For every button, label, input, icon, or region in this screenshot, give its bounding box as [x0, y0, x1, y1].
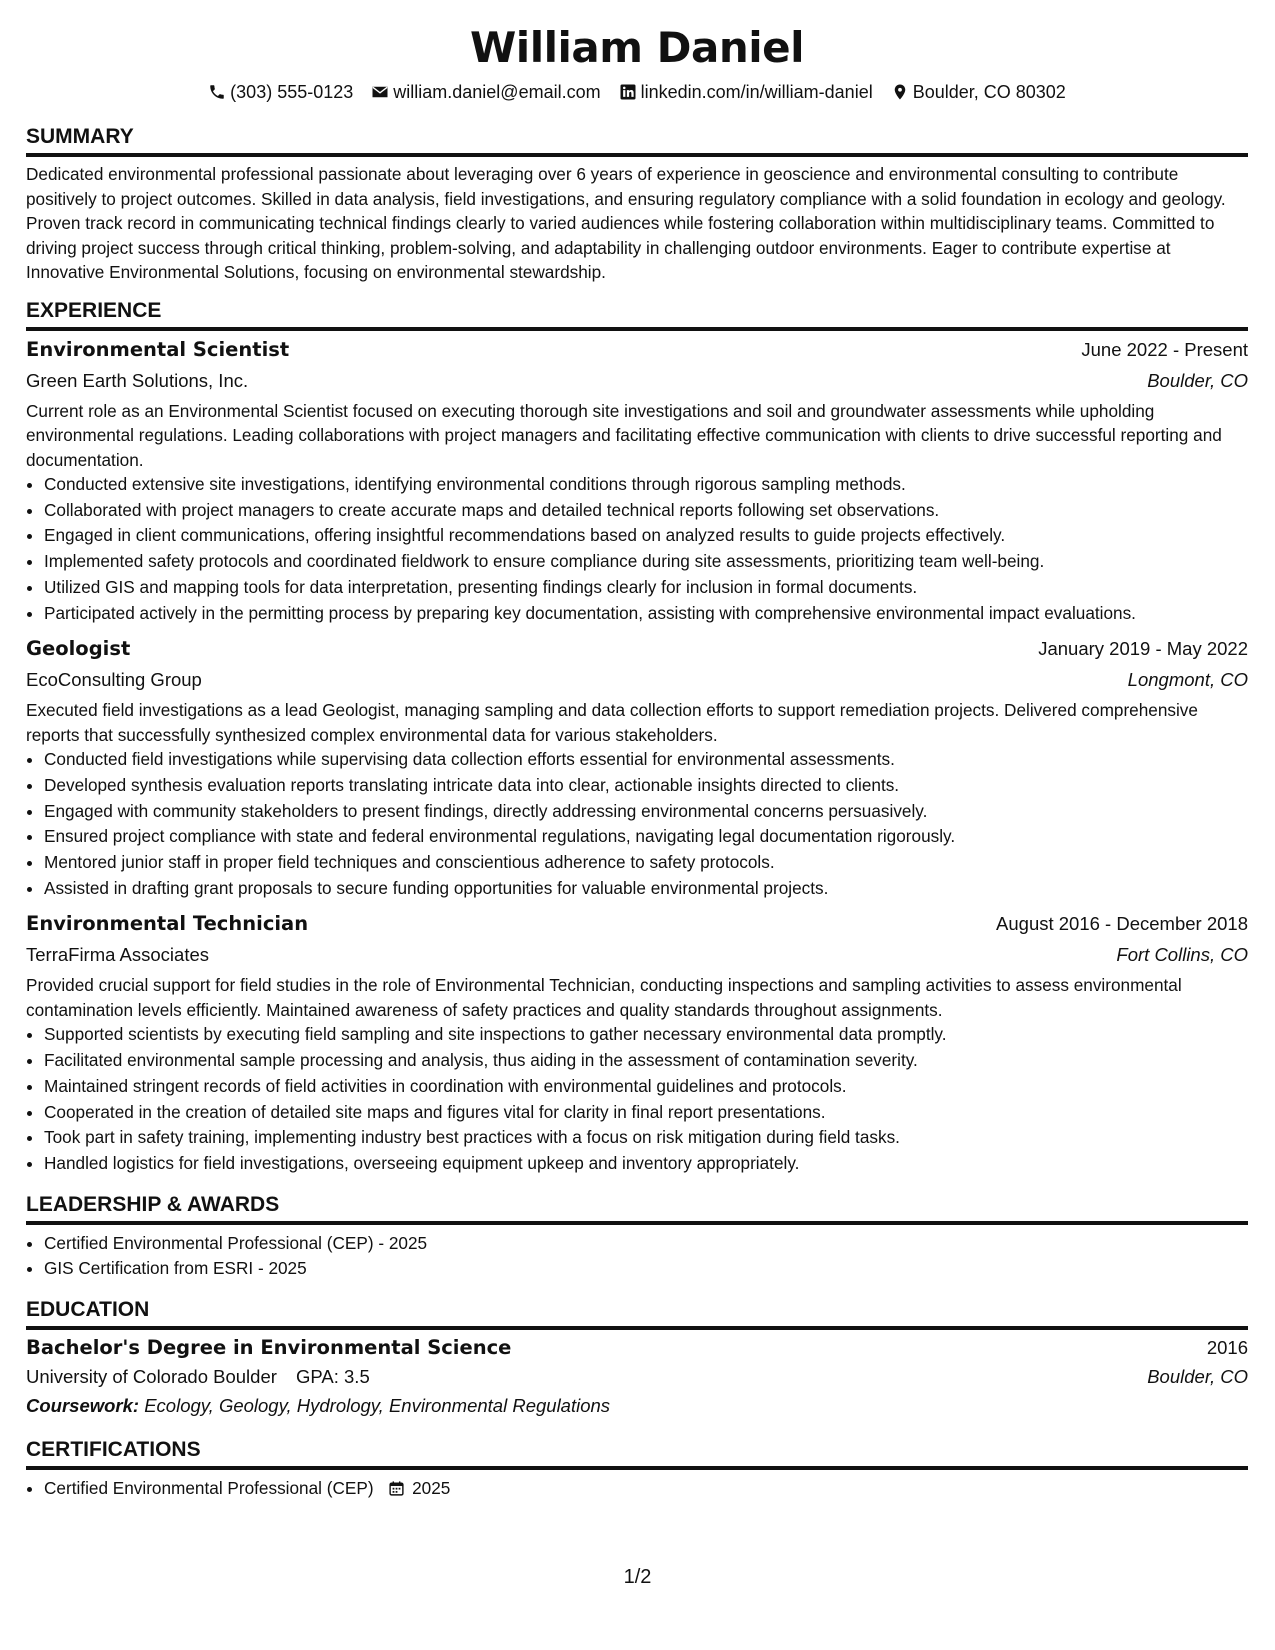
contact-phone[interactable] [208, 80, 353, 104]
school-location: Boulder, CO [1147, 1366, 1248, 1388]
coursework [26, 1392, 1248, 1420]
summary-section [26, 124, 1248, 285]
page-number: 1/2 [623, 1566, 652, 1588]
graduation-year: 2016 [1206, 1337, 1248, 1359]
gpa: GPA: 3.5 [296, 1366, 370, 1388]
list-item: • Handled logistics for field investigations, overseeing equipment upkeep and inventory appropriately. [44, 1151, 1248, 1177]
list-item [44, 1476, 1248, 1502]
list-item: • Conducted field investigations while supervising data collection efforts essential for environmental assessments. [44, 747, 1248, 773]
job-description: Provided crucial support for field studies in the role of Environmental Technician, conducting inspections and sampling activities to assess environmental contamination levels efficiently. Maintained awareness of safety practices and quality standards throughout assignments. [26, 975, 1182, 1020]
map-pin-icon [891, 83, 909, 101]
list-item: • Assisted in drafting grant proposals to secure funding opportunities for valuable environmental projects. [44, 876, 1248, 902]
linkedin-text: linkedin.com/in/william-daniel [640, 82, 873, 102]
list-item: • Ensured project compliance with state and federal environmental regulations, navigating legal documentation rigorously. [44, 824, 1248, 850]
list-item: • Certified Environmental Professional (CEP) - 2025 [44, 1231, 1248, 1257]
job-entry [26, 336, 1248, 627]
job-entry [26, 910, 1248, 1176]
job-title: Environmental Scientist [26, 337, 290, 361]
job-dates: January 2019 - May 2022 [1038, 638, 1248, 660]
list-item: • Engaged in client communications, offering insightful recommendations based on analyzed results to guide projects effectively. [44, 523, 1248, 549]
location-text: Boulder, CO 80302 [912, 82, 1066, 102]
linkedin-icon [619, 83, 637, 101]
section-title-experience: EXPERIENCE [26, 298, 1248, 331]
certifications-list [26, 1476, 1248, 1502]
job-location: Boulder, CO [1147, 369, 1248, 391]
phone-icon [208, 83, 226, 101]
job-location: Fort Collins, CO [1116, 944, 1248, 966]
section-title-education: EDUCATION [26, 1297, 1248, 1330]
education-section [26, 1297, 1248, 1420]
section-title-leadership: LEADERSHIP & AWARDS [26, 1192, 1248, 1225]
list-item: • Conducted extensive site investigations, identifying environmental conditions through rigorous sampling methods. [44, 472, 1248, 498]
envelope-icon [371, 83, 389, 101]
list-item: • Took part in safety training, implementing industry best practices with a focus on risk mitigation during field tasks. [44, 1125, 1248, 1151]
list-item: • Utilized GIS and mapping tools for data interpretation, presenting findings clearly for inclusion in formal documents. [44, 575, 1248, 601]
job-bullets [26, 747, 1248, 901]
coursework-label: Coursework: [26, 1395, 140, 1417]
job-company: Green Earth Solutions, Inc. [26, 369, 249, 391]
job-dates: June 2022 - Present [1081, 338, 1248, 360]
list-item: • Participated actively in the permitting process by preparing key documentation, assisting with comprehensive environmental impact evaluations. [44, 601, 1248, 627]
school-name: University of Colorado Boulder [26, 1366, 277, 1388]
list-item: • Developed synthesis evaluation reports translating intricate data into clear, actionable insights directed to clients. [44, 773, 1248, 799]
job-title: Environmental Technician [26, 912, 309, 936]
certifications-section [26, 1437, 1248, 1502]
contact-linkedin[interactable] [619, 80, 873, 104]
list-item: • Implemented safety protocols and coordinated fieldwork to ensure compliance during site assessments, prioritizing team well-being. [44, 549, 1248, 575]
section-title-certifications: CERTIFICATIONS [26, 1437, 1248, 1470]
certification-year: 2025 [412, 1478, 451, 1499]
phone-text: (303) 555-0123 [230, 82, 354, 102]
summary-text: Dedicated environmental professional passionate about leveraging over 6 years of experience in geoscience and environmental consulting to contribute positively to project outcomes. Skilled in data analysis, field investigations, and ensuring regulatory compliance with a solid foundation in ecology and geology. Proven track record in communicating technical findings clearly to varied audiences while fostering collaboration within multidisciplinary teams. Committed to driving project success through critical thinking, problem-solving, and adaptability in challenging outdoor environments. Eager to contribute expertise at Innovative Environmental Solutions, focusing on environmental stewardship. [26, 164, 1226, 282]
list-item: • Maintained stringent records of field activities in coordination with environmental guidelines and protocols. [44, 1074, 1248, 1100]
email-text: william.daniel@email.com [393, 82, 601, 102]
job-company: EcoConsulting Group [26, 669, 202, 691]
job-dates: August 2016 - December 2018 [996, 913, 1248, 935]
job-bullets [26, 1022, 1248, 1176]
job-location: Longmont, CO [1127, 669, 1248, 691]
leadership-list [26, 1231, 1248, 1282]
section-title-summary: SUMMARY [26, 124, 1248, 157]
job-description: Executed field investigations as a lead Geologist, managing sampling and data collection efforts to support remediation projects. Delivered comprehensive reports that successfully synthesized complex environmental data for various stakeholders. [26, 700, 1198, 745]
list-item: • Mentored junior staff in proper field techniques and conscientious adherence to safety protocols. [44, 850, 1248, 876]
job-entry [26, 635, 1248, 901]
list-item: • Supported scientists by executing field sampling and site inspections to gather necessary environmental data promptly. [44, 1022, 1248, 1048]
list-item: • Cooperated in the creation of detailed site maps and figures vital for clarity in final report presentations. [44, 1100, 1248, 1126]
leadership-section [26, 1192, 1248, 1282]
list-item: • Facilitated environmental sample processing and analysis, thus aiding in the assessment of contamination severity. [44, 1048, 1248, 1074]
resume-page [26, 0, 1248, 1502]
experience-section [26, 298, 1248, 1177]
degree-title: Bachelor's Degree in Environmental Science [26, 1336, 512, 1360]
list-item: • GIS Certification from ESRI - 2025 [44, 1256, 1248, 1282]
list-item: • Engaged with community stakeholders to present findings, directly addressing environmental concerns persuasively. [44, 799, 1248, 825]
contact-location [891, 80, 1066, 104]
calendar-icon [388, 1480, 405, 1497]
job-bullets [26, 472, 1248, 626]
contact-email[interactable] [371, 80, 600, 104]
job-title: Geologist [26, 637, 131, 661]
contact-bar [26, 80, 1248, 104]
job-description: Current role as an Environmental Scientist focused on executing thorough site investigations and soil and groundwater assessments while upholding environmental regulations. Leading collaborations with project managers and facilitating effective communication with clients to drive successful reporting and documentation. [26, 400, 1222, 470]
coursework-list: Ecology, Geology, Hydrology, Environmental Regulations [144, 1395, 611, 1417]
list-item: • Collaborated with project managers to create accurate maps and detailed technical reports following set observations. [44, 498, 1248, 524]
job-company: TerraFirma Associates [26, 944, 209, 966]
certification-name: Certified Environmental Professional (CEP) [44, 1478, 374, 1499]
candidate-name: William Daniel [469, 23, 805, 72]
